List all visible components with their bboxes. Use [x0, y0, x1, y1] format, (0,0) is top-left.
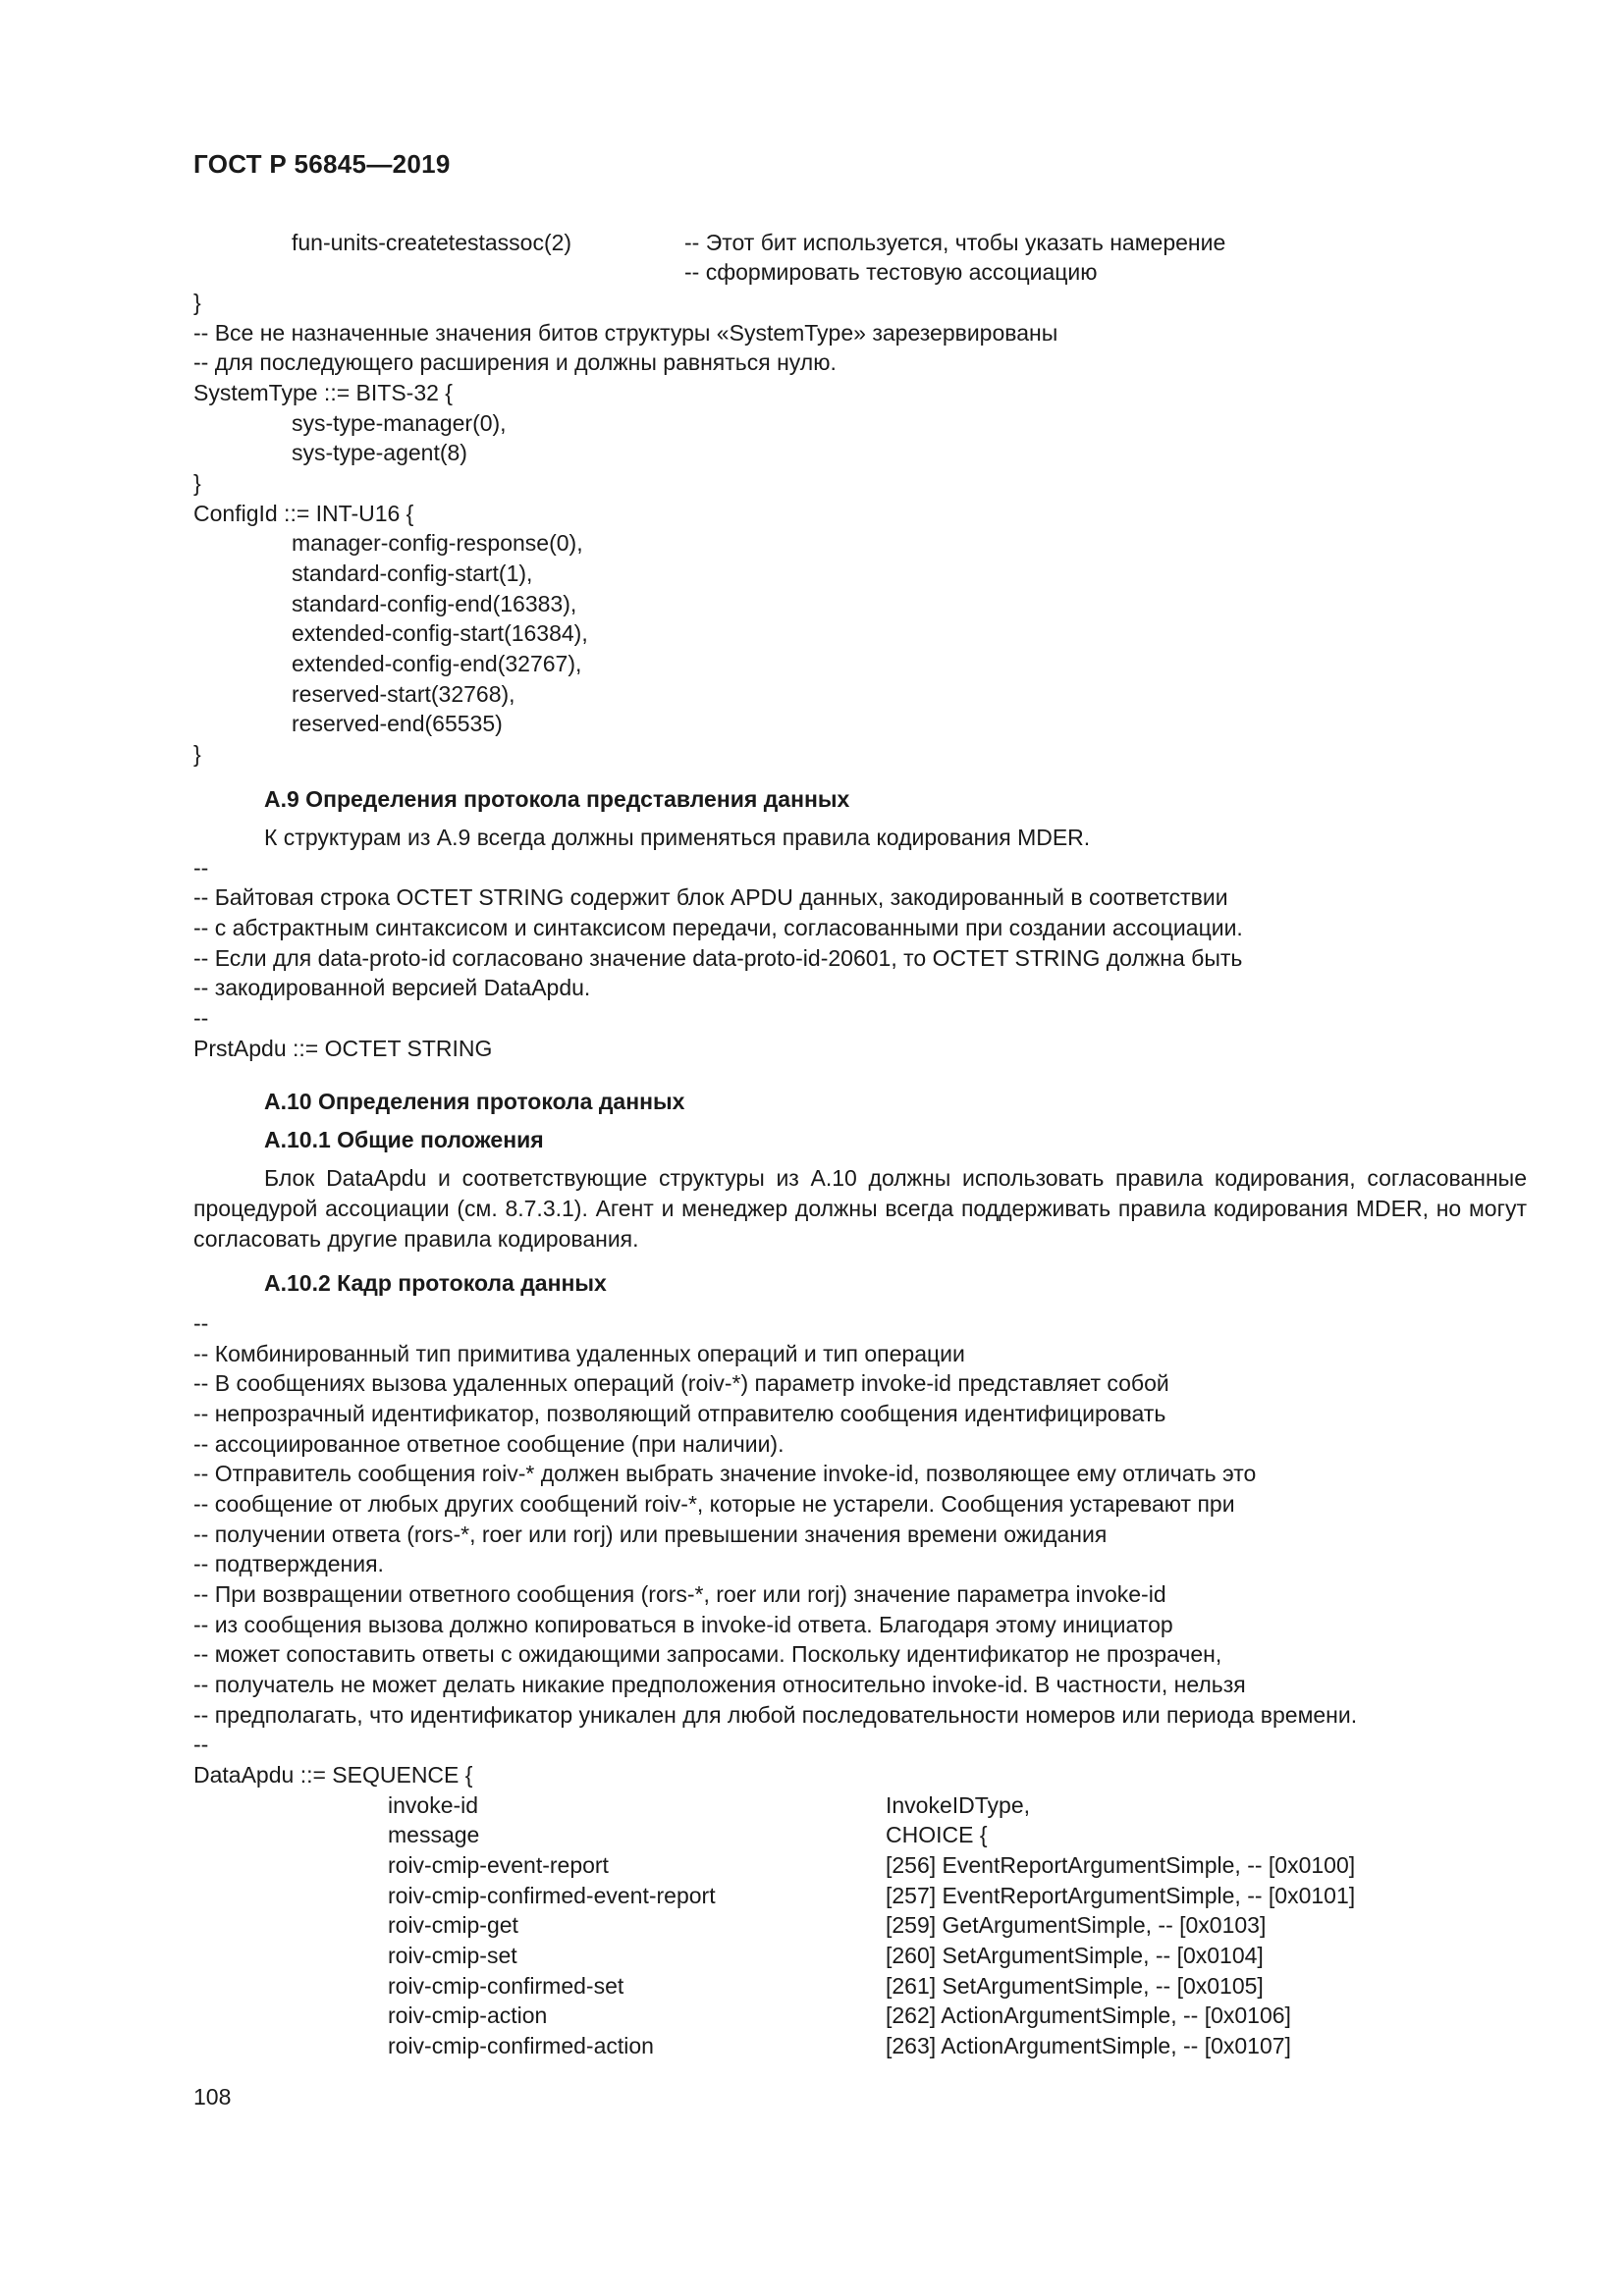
code-line: manager-config-response(0), [292, 530, 583, 556]
field-type: InvokeIDType, [886, 1792, 1031, 1818]
code-comment: -- сообщение от любых других сообщений roiv-*, которые не устарели. Сообщения устаревают при [193, 1491, 1235, 1517]
code-comment: -- [193, 1005, 209, 1031]
field-type: [260] SetArgumentSimple, -- [0x0104] [886, 1943, 1264, 1968]
subsection-heading-a10-1: А.10.1 Общие положения [264, 1127, 544, 1152]
field-type: [257] EventReportArgumentSimple, -- [0x0101] [886, 1883, 1356, 1908]
code-line: standard-config-start(1), [292, 561, 533, 586]
code-line: sys-type-agent(8) [292, 440, 467, 465]
field-type: [261] SetArgumentSimple, -- [0x0105] [886, 1973, 1264, 1999]
code-comment: -- получатель не может делать никакие предположения относительно invoke-id. В частности, нельзя [193, 1672, 1246, 1697]
field-type: [263] ActionArgumentSimple, -- [0x0107] [886, 2033, 1291, 2058]
code-comment: -- может сопоставить ответы с ожидающими запросами. Поскольку идентификатор не прозрачен, [193, 1641, 1222, 1667]
code-comment: -- Отправитель сообщения roiv-* должен выбрать значение invoke-id, позволяющее ему отличать это [193, 1461, 1257, 1486]
code-comment: -- с абстрактным синтаксисом и синтаксисом передачи, согласованными при создании ассоциации. [193, 915, 1243, 940]
code-line: SystemType ::= BITS-32 { [193, 380, 453, 405]
field-type: [259] GetArgumentSimple, -- [0x0103] [886, 1912, 1267, 1938]
field-type: CHOICE { [886, 1822, 988, 1847]
code-comment: -- [193, 855, 209, 881]
code-comment: -- закодированной версией DataApdu. [193, 975, 591, 1000]
field-name: roiv-cmip-event-report [388, 1852, 609, 1878]
code-comment: -- В сообщениях вызова удаленных операций (roiv-*) параметр invoke-id представляет собой [193, 1370, 1169, 1396]
code-comment: -- из сообщения вызова должно копироваться в invoke-id ответа. Благодаря этому инициатор [193, 1612, 1173, 1637]
code-comment: -- Байтовая строка OCTET STRING содержит блок APDU данных, закодированный в соответствии [193, 884, 1228, 910]
code-comment: -- подтверждения. [193, 1551, 384, 1576]
paragraph: К структурам из А.9 всегда должны применяться правила кодирования MDER. [264, 825, 1091, 850]
code-comment: -- Все не назначенные значения битов структуры «SystemType» зарезервированы [193, 320, 1058, 346]
subsection-heading-a10-2: А.10.2 Кадр протокола данных [264, 1270, 607, 1296]
code-comment: -- для последующего расширения и должны равняться нулю. [193, 349, 837, 375]
code-line: } [193, 290, 201, 315]
code-line: } [193, 741, 201, 767]
code-line: extended-config-start(16384), [292, 620, 588, 646]
code-comment: -- При возвращении ответного сообщения (rors-*, roer или rorj) значение параметра invoke-id [193, 1581, 1166, 1607]
field-name: roiv-cmip-get [388, 1912, 518, 1938]
code-comment: -- Комбинированный тип примитива удаленных операций и тип операции [193, 1341, 965, 1366]
code-line: fun-units-createtestassoc(2) [292, 230, 572, 255]
code-comment: -- получении ответа (rors-*, roer или rorj) или превышении значения времени ожидания [193, 1522, 1108, 1547]
field-name: roiv-cmip-confirmed-event-report [388, 1883, 716, 1908]
code-line: ConfigId ::= INT-U16 { [193, 501, 414, 526]
code-line: reserved-start(32768), [292, 681, 515, 707]
code-comment: -- Этот бит используется, чтобы указать намерение [684, 230, 1226, 255]
code-line: standard-config-end(16383), [292, 591, 577, 616]
code-line: DataApdu ::= SEQUENCE { [193, 1762, 473, 1788]
code-comment: -- сформировать тестовую ассоциацию [684, 259, 1098, 285]
field-type: [262] ActionArgumentSimple, -- [0x0106] [886, 2002, 1291, 2028]
section-heading-a9: А.9 Определения протокола представления данных [264, 786, 850, 812]
page-header: ГОСТ Р 56845—2019 [193, 149, 451, 179]
code-comment: -- непрозрачный идентификатор, позволяющий отправителю сообщения идентифицировать [193, 1401, 1166, 1426]
code-comment: -- ассоциированное ответное сообщение (при наличии). [193, 1431, 785, 1457]
field-type: [256] EventReportArgumentSimple, -- [0x0100] [886, 1852, 1356, 1878]
code-line: PrstApdu ::= OCTET STRING [193, 1036, 493, 1061]
code-line: } [193, 470, 201, 496]
code-comment: -- Если для data-proto-id согласовано значение data-proto-id-20601, то OCTET STRING должна быть [193, 945, 1243, 971]
code-line: extended-config-end(32767), [292, 651, 582, 676]
field-name: roiv-cmip-confirmed-action [388, 2033, 654, 2058]
field-name: message [388, 1822, 480, 1847]
code-comment: -- предполагать, что идентификатор уникален для любой последовательности номеров или периода времени. [193, 1702, 1358, 1728]
field-name: roiv-cmip-set [388, 1943, 517, 1968]
code-comment: -- [193, 1732, 209, 1757]
section-heading-a10: А.10 Определения протокола данных [264, 1089, 685, 1114]
field-name: roiv-cmip-confirmed-set [388, 1973, 624, 1999]
code-line: reserved-end(65535) [292, 711, 503, 736]
paragraph: Блок DataApdu и соответствующие структуры из А.10 должны использовать правила кодирования, согласованные процедурой ассоциации (см. 8.7.3.1). Агент и менеджер должны всегда поддерживать правила кодирования MDER, но могут согласовать другие правила кодирования. [193, 1165, 1527, 1252]
field-name: roiv-cmip-action [388, 2002, 548, 2028]
code-line: sys-type-manager(0), [292, 410, 507, 436]
field-name: invoke-id [388, 1792, 479, 1818]
code-comment: -- [193, 1310, 209, 1336]
page-number: 108 [193, 2084, 232, 2109]
